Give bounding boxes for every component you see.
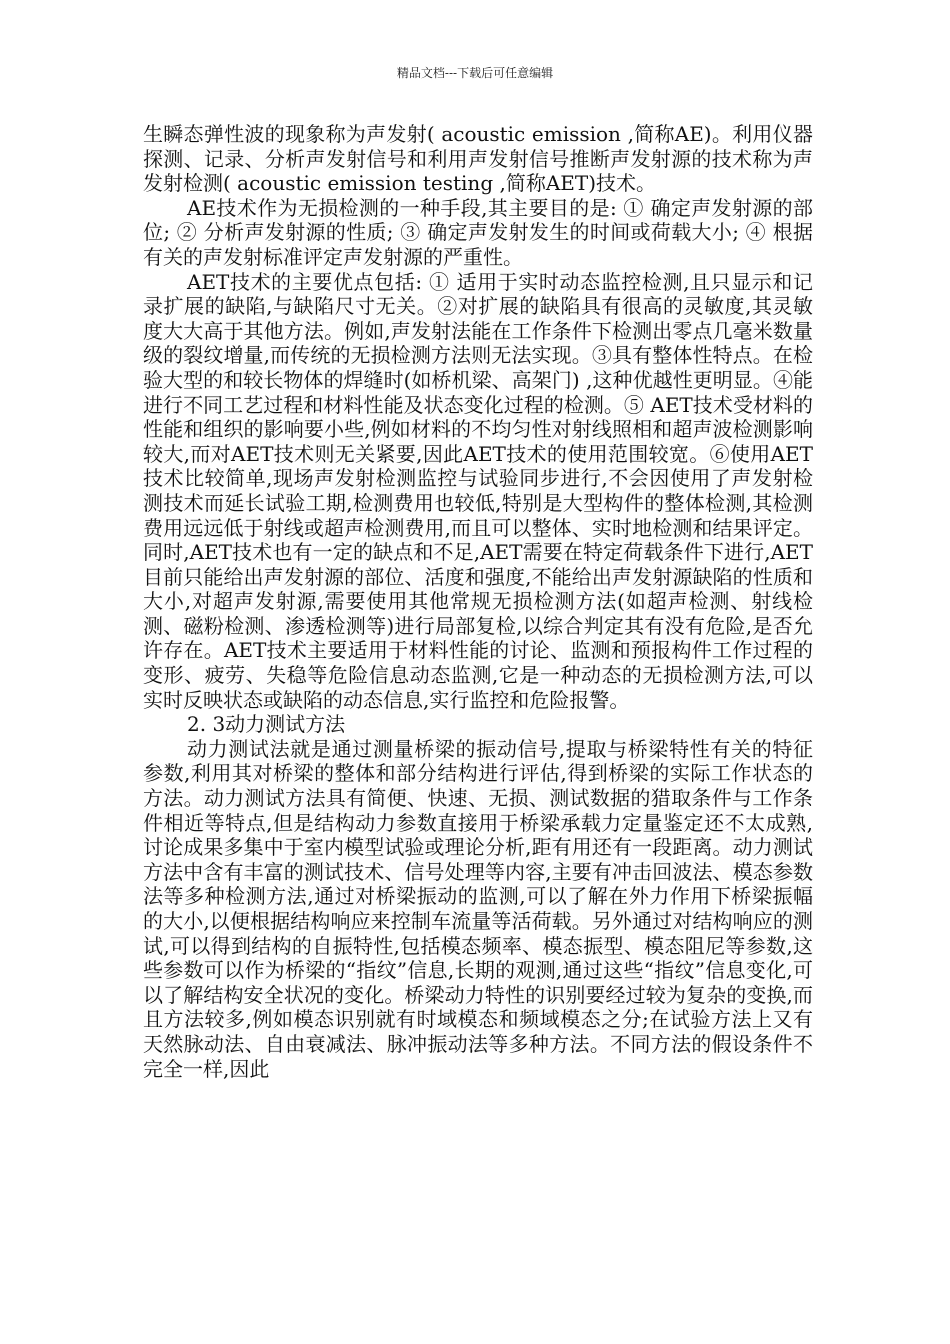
paragraph-dynamic-testing: 动力测试法就是通过测量桥梁的振动信号,提取与桥梁特性有关的特征参数,利用其对桥梁的整体和部分结构进行评估,得到桥梁的实际工作状态的方法。动力测试方法具有简便、快速、无损、测试数据的猎取条件与工作条件相近等特点,但是结构动力参数直接用于桥梁承载力定量鉴定还不太成熟,讨论成果多集中于室内模型试验或理论分析,距有用还有一段距离。动力测试方法中含有丰富的测试技术、信号处理等内容,主要有冲击回波法、模态参数法等多种检测方法,通过对桥梁振动的监测,可以了解在外力作用下桥梁振幅的大小,以便根据结构响应来控制车流量等活荷载。另外通过对结构响应的测试,可以得到结构的自振特性,包括模态频率、模态振型、模态阻尼等参数,这些参数可以作为桥梁的“指纹”信息,长期的观测,通过这些“指纹”信息变化,可以了解结构安全状况的变化。桥梁动力特性的识别要经过较为复杂的变换,而且方法较多,例如模态识别就有时域模态和频域模态之分;在试验方法上又有天然脉动法、自由衰减法、脉冲振动法等多种方法。不同方法的假设条件不完全一样,因此: [143, 736, 813, 1081]
paragraph-ae-definition: 生瞬态弹性波的现象称为声发射( acoustic emission ,简称AE)。利用仪器探测、记录、分析声发射信号和利用声发射信号推断声发射源的技术称为声发射检测( acoustic emission testing ,简称AET)技术。: [143, 122, 813, 196]
page-header: 精品文档---下载后可任意编辑: [396, 66, 554, 80]
document-body: [143, 122, 813, 1081]
paragraph-ae-purpose: AE技术作为无损检测的一种手段,其主要目的是: ① 确定声发射源的部位; ② 分析声发射源的性质; ③ 确定声发射发生的时间或荷载大小; ④ 根据有关的声发射标准评定声发射源的严重性。: [143, 195, 813, 269]
paragraph-aet-advantages: AET技术的主要优点包括: ① 适用于实时动态监控检测,且只显示和记录扩展的缺陷,与缺陷尺寸无关。②对扩展的缺陷具有很高的灵敏度,其灵敏度大大高于其他方法。例如,声发射法能在工作条件下检测出零点几毫米数量级的裂纹增量,而传统的无损检测方法则无法实现。③具有整体性特点。在检验大型的和较长物体的焊缝时(如桥机梁、高架门) ,这种优越性更明显。④能进行不同工艺过程和材料性能及状态变化过程的检测。⑤ AET技术受材料的性能和组织的影响要小些,例如材料的不均匀性对射线照相和超声波检测影响较大,而对AET技术则无关紧要,因此AET技术的使用范围较宽。⑥使用AET技术比较简单,现场声发射检测监控与试验同步进行,不会因使用了声发射检测技术而延长试验工期,检测费用也较低,特别是大型构件的整体检测,其检测费用远远低于射线或超声检测费用,而且可以整体、实时地检测和结果评定。同时,AET技术也有一定的缺点和不足,AET需要在特定荷载条件下进行,AET目前只能给出声发射源的部位、活度和强度,不能给出声发射源缺陷的性质和大小,对超声发射源,需要使用其他常规无损检测方法(如超声检测、射线检测、磁粉检测、渗透检测等)进行局部复检,以综合判定其有没有危险,是否允许存在。AET技术主要适用于材料性能的讨论、监测和预报构件工作过程的变形、疲劳、失稳等危险信息动态监测,它是一种动态的无损检测方法,可以实时反映状态或缺陷的动态信息,实行监控和危险报警。: [143, 269, 813, 712]
section-heading: 2. 3动力测试方法: [187, 712, 346, 737]
